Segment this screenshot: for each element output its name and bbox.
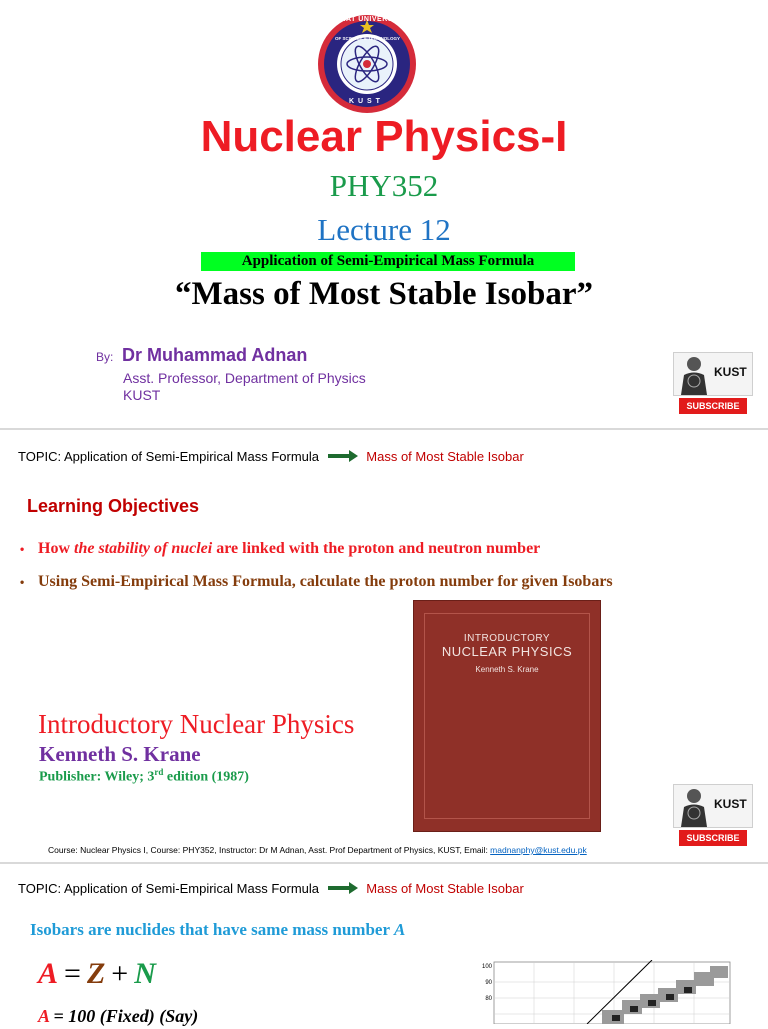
topic-prefix: TOPIC: Application of Semi-Empirical Mass Formula bbox=[18, 449, 320, 464]
book-author: Kenneth S. Krane bbox=[39, 742, 201, 766]
mass-number-equation bbox=[38, 957, 156, 991]
book-publisher bbox=[39, 767, 249, 786]
publisher-text: Publisher: Wiley; 3 bbox=[39, 769, 155, 785]
topic-destination: Mass of Most Stable Isobar bbox=[366, 881, 524, 896]
kust-badge-top bbox=[673, 352, 753, 396]
right-arrow-icon bbox=[327, 449, 359, 466]
topic-quote: “Mass of Most Stable Isobar” bbox=[175, 276, 593, 312]
by-label: By: bbox=[96, 350, 114, 364]
topic-line bbox=[18, 449, 524, 466]
objective-item bbox=[20, 540, 540, 558]
objective-text: How bbox=[38, 540, 74, 557]
book-cover-image bbox=[413, 600, 601, 832]
eq2-rest: = 100 (Fixed) (Say) bbox=[49, 1006, 199, 1026]
bullet: • bbox=[20, 542, 25, 556]
cover-line1: INTRODUCTORY bbox=[463, 633, 551, 644]
nuclide-chart-svg bbox=[462, 960, 742, 1024]
eq-plus: + bbox=[111, 957, 129, 990]
scientist-icon bbox=[676, 785, 712, 827]
email-link[interactable]: madnanphy@kust.edu.pk bbox=[490, 845, 587, 855]
kust-badge-text: KUST bbox=[714, 365, 747, 379]
author-position: Asst. Professor, Department of Physics bbox=[123, 370, 366, 386]
topic-destination: Mass of Most Stable Isobar bbox=[366, 449, 524, 464]
chart-tick: 80 bbox=[485, 996, 492, 1002]
logo-ring-text: KOHAT UNIVERSITY bbox=[329, 16, 406, 23]
chart-tick: 90 bbox=[485, 980, 492, 986]
bullet: • bbox=[20, 575, 25, 589]
kust-subscribe-badge[interactable] bbox=[673, 352, 753, 416]
topic-line bbox=[18, 881, 524, 898]
kust-badge-top bbox=[673, 784, 753, 828]
scientist-icon bbox=[676, 353, 712, 395]
kust-logo bbox=[317, 14, 417, 114]
definition-text: Isobars are nuclides that have same mass number bbox=[30, 920, 394, 939]
definition-symbol: A bbox=[393, 920, 406, 939]
eq-equals: = bbox=[64, 957, 81, 990]
learning-objectives-heading: Learning Objectives bbox=[27, 496, 200, 516]
page-title: Nuclear Physics-I bbox=[200, 112, 568, 161]
subscribe-button[interactable]: SUBSCRIBE bbox=[679, 830, 747, 846]
objective-emphasis: the stability of nuclei bbox=[74, 540, 213, 557]
author-name: Dr Muhammad Adnan bbox=[122, 345, 308, 365]
logo-bottom-text: K U S T bbox=[349, 98, 381, 105]
eq-z: Z bbox=[86, 957, 106, 990]
isobar-definition bbox=[30, 920, 405, 940]
eq-a: A bbox=[38, 957, 59, 990]
right-arrow-icon bbox=[327, 881, 359, 898]
subscribe-button[interactable]: SUBSCRIBE bbox=[679, 398, 747, 414]
application-label: Application of Semi-Empirical Mass Formula bbox=[201, 252, 575, 271]
slide-divider bbox=[0, 428, 768, 430]
kust-badge-text: KUST bbox=[714, 797, 747, 811]
book-title: Introductory Nuclear Physics bbox=[38, 709, 355, 739]
slide-divider bbox=[0, 862, 768, 864]
eq2-a: A bbox=[38, 1006, 50, 1026]
publisher-sup: rd bbox=[154, 767, 164, 777]
course-code: PHY352 bbox=[329, 168, 439, 203]
cover-line2: NUCLEAR PHYSICS bbox=[441, 644, 573, 659]
objective-text: Using Semi-Empirical Mass Formula, calculate the proton number for given Isobars bbox=[38, 573, 613, 590]
author-institute: KUST bbox=[123, 387, 161, 403]
footer-text bbox=[48, 845, 587, 855]
footer-info: Course: Nuclear Physics I, Course: PHY352, Instructor: Dr M Adnan, Asst. Prof Department of Physics, KUST, Email: bbox=[48, 845, 491, 855]
cover-author: Kenneth S. Krane bbox=[475, 665, 539, 674]
lecture-number: Lecture 12 bbox=[317, 212, 451, 247]
logo-inner-text: OF SCIENCE & TECHNOLOGY bbox=[335, 36, 401, 41]
nuclide-chart-image bbox=[462, 960, 742, 1024]
kust-subscribe-badge[interactable] bbox=[673, 784, 753, 848]
objective-item bbox=[20, 573, 613, 591]
publisher-text: edition (1987) bbox=[163, 769, 249, 785]
eq-n: N bbox=[134, 957, 156, 990]
topic-prefix: TOPIC: Application of Semi-Empirical Mass Formula bbox=[18, 881, 320, 896]
objective-text: are linked with the proton and neutron number bbox=[212, 540, 541, 557]
chart-tick: 100 bbox=[481, 964, 492, 970]
